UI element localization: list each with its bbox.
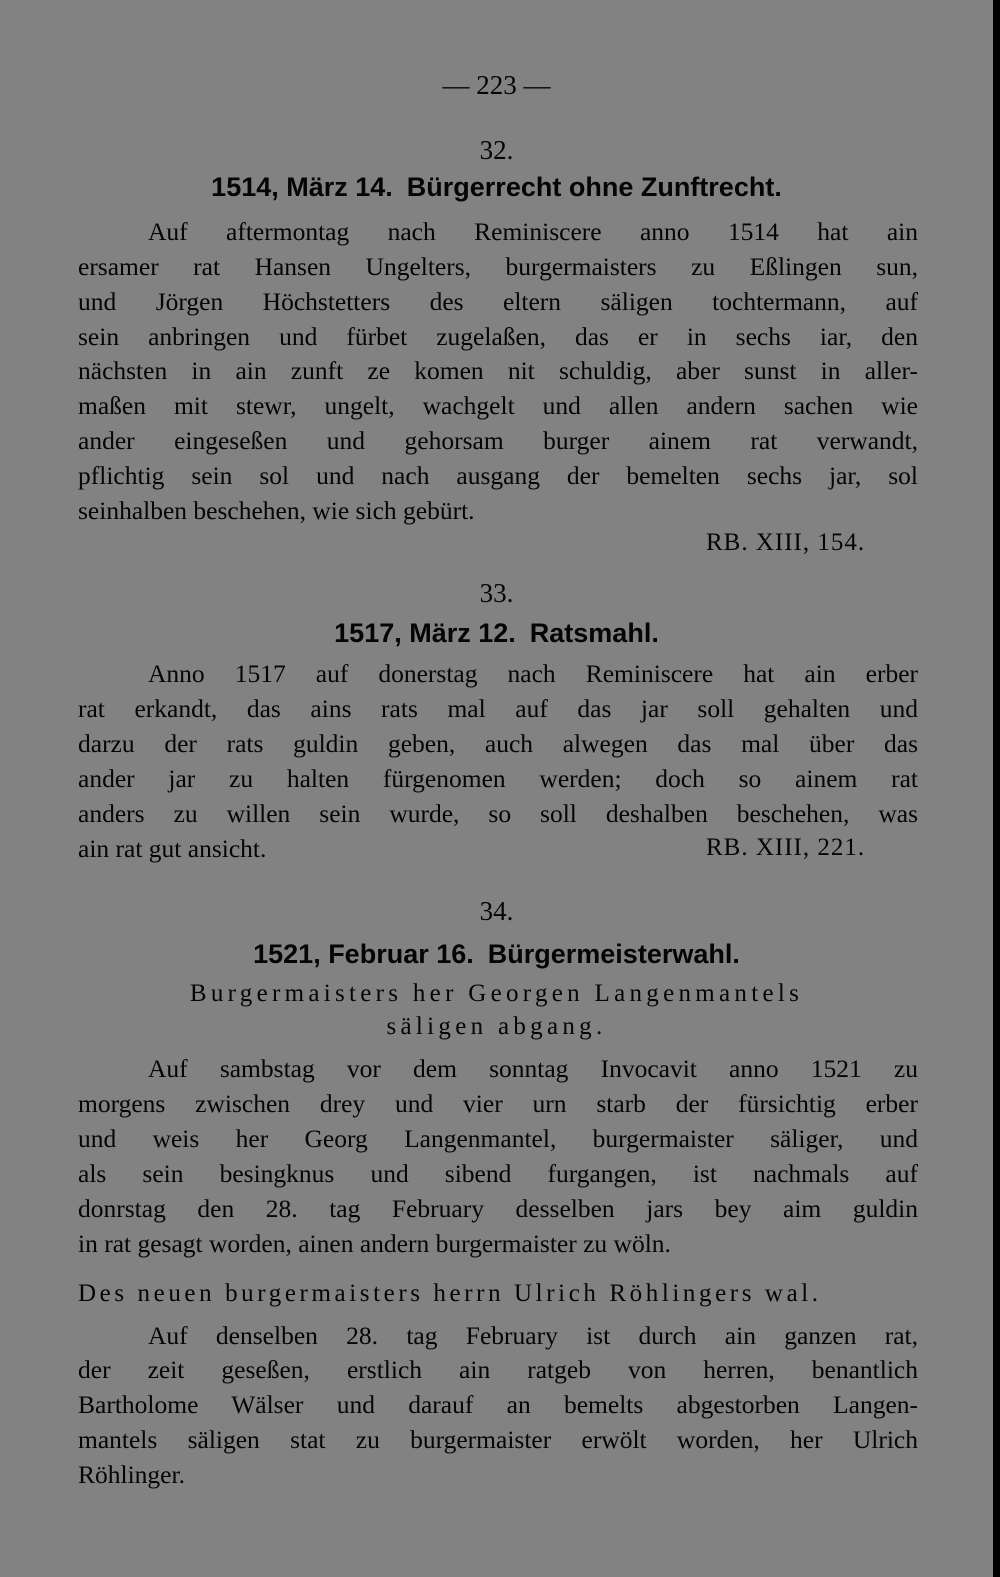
- text-line: anders zu willen sein wurde, so soll deshalben beschehen, was: [78, 799, 918, 828]
- doc-number: 34.: [479, 896, 514, 926]
- text-line: mantels säligen stat zu burgermaister erwölt worden, her Ulrich: [78, 1425, 918, 1454]
- text-line: Auf denselben 28. tag February ist durch ain ganzen rat,: [148, 1321, 918, 1350]
- text-line: nächsten in ain zunft ze komen nit schuldig, aber sunst in aller-: [78, 356, 918, 385]
- text-line: Auf sambstag vor dem sonntag Invocavit anno 1521 zu: [148, 1054, 918, 1083]
- text-line: der zeit geseßen, erstlich ain ratgeb von herren, benantlich: [78, 1355, 918, 1384]
- text-line: morgens zwischen drey und vier urn starb der fürsichtig erber: [78, 1089, 918, 1118]
- page-number: — 223 —: [442, 70, 551, 100]
- text-line: donrstag den 28. tag February desselben jars bey aim guldin: [78, 1194, 918, 1223]
- text-line: darzu der rats guldin geben, auch alwegen das mal über das: [78, 729, 918, 758]
- doc-title: Bürgerrecht ohne Zunftrecht.: [406, 172, 782, 202]
- doc-title: Bürgermeisterwahl.: [487, 939, 740, 969]
- text-line: ander jar zu halten fürgenomen werden; doch so ainem rat: [78, 764, 918, 793]
- doc-heading: [0, 172, 993, 203]
- text-line: Röhlinger.: [78, 1460, 185, 1489]
- text-line: ain rat gut ansicht.: [78, 834, 267, 863]
- text-line: in rat gesagt worden, ainen andern burgermaister zu wöln.: [78, 1229, 671, 1258]
- text-line: rat erkandt, das ains rats mal auf das jar soll gehalten und: [78, 694, 918, 723]
- doc-date: 1514, März 14.: [211, 172, 393, 202]
- doc-subheading: Des neuen burgermaisters herrn Ulrich Röhlingers wal.: [78, 1280, 822, 1307]
- text-line: ander eingeseßen und gehorsam burger ainem rat verwandt,: [78, 426, 918, 455]
- doc-heading: [0, 618, 993, 649]
- text-line: und Jörgen Höchstetters des eltern säligen tochtermann, auf: [78, 287, 918, 316]
- doc-subheading: Burgermaisters her Georgen Langenmantels: [189, 980, 804, 1007]
- text-line: pflichtig sein sol und nach ausgang der bemelten sechs jar, sol: [78, 461, 918, 490]
- doc-date: 1521, Februar 16.: [253, 939, 474, 969]
- text-line: als sein besingknus und sibend furgangen, ist nachmals auf: [78, 1159, 918, 1188]
- source-reference: RB. XIII, 154.: [706, 529, 866, 556]
- text-line: Auf aftermontag nach Reminiscere anno 1514 hat ain: [148, 217, 918, 246]
- text-line: und weis her Georg Langenmantel, burgermaister säliger, und: [78, 1124, 918, 1153]
- source-reference: RB. XIII, 221.: [706, 834, 866, 861]
- doc-number: 32.: [479, 135, 514, 165]
- text-line: seinhalben beschehen, wie sich gebürt.: [78, 496, 475, 525]
- text-line: Anno 1517 auf donerstag nach Reminiscere hat ain erber: [148, 659, 918, 688]
- doc-number: 33.: [479, 578, 514, 608]
- doc-subheading-continued: säligen abgang.: [386, 1013, 607, 1040]
- doc-date: 1517, März 12.: [334, 618, 516, 648]
- doc-heading: [0, 939, 993, 970]
- text-line: sein anbringen und fürbet zugelaßen, das er in sechs iar, den: [78, 322, 918, 351]
- text-line: ersamer rat Hansen Ungelters, burgermaisters zu Eßlingen sun,: [78, 252, 918, 281]
- text-line: maßen mit stewr, ungelt, wachgelt und allen andern sachen wie: [78, 391, 918, 420]
- text-line: Bartholome Wälser und darauf an bemelts abgestorben Langen-: [78, 1390, 918, 1419]
- doc-title: Ratsmahl.: [529, 618, 659, 648]
